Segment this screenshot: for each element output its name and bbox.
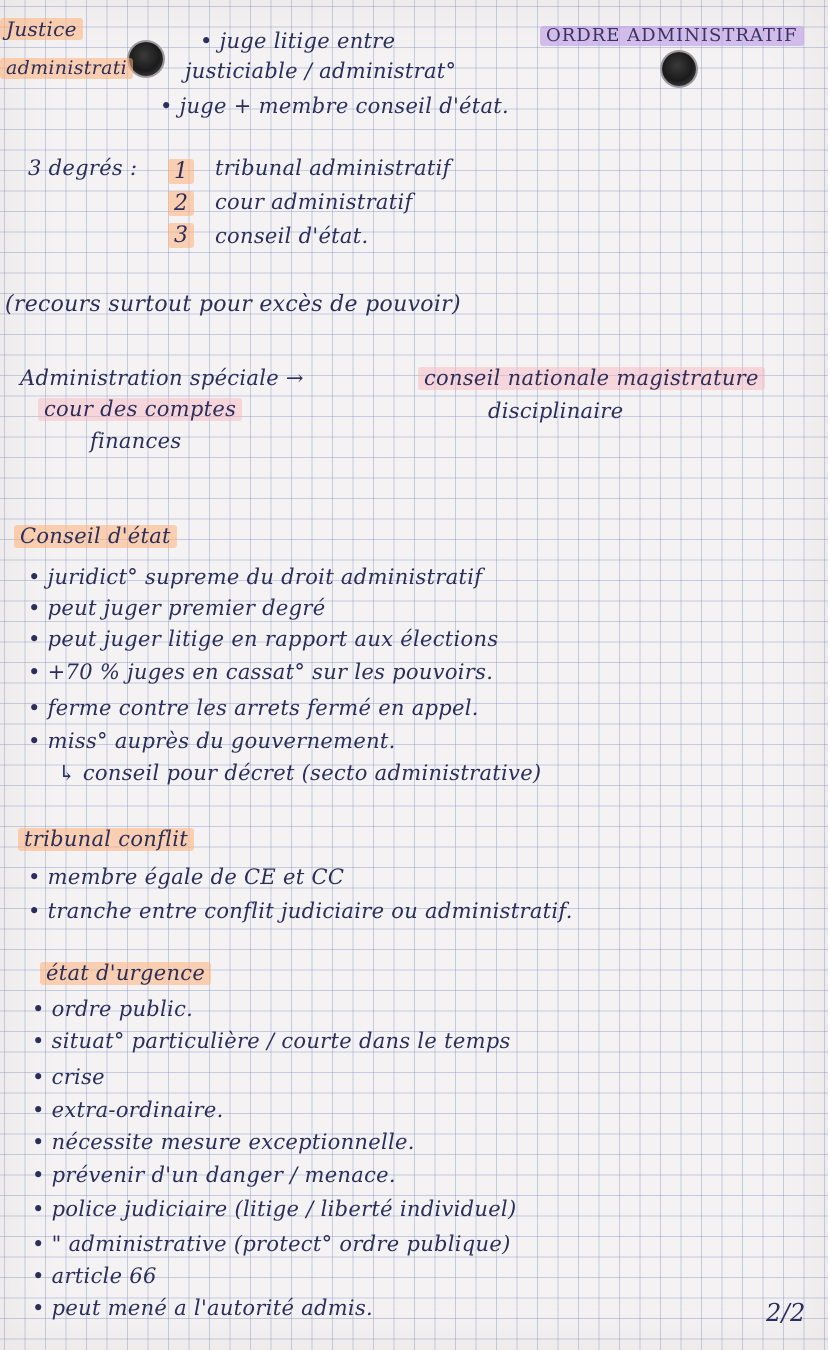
section-title-tribunal: tribunal conflit bbox=[18, 828, 194, 851]
urgence-item-3: • crise bbox=[32, 1065, 105, 1089]
intro-line-1a: • juge litige entre bbox=[200, 29, 396, 53]
section-title-conseil: Conseil d'état bbox=[14, 525, 177, 548]
tag-ordre-administratif: ORDRE ADMINISTRATIF bbox=[540, 26, 804, 46]
degre-text-1: tribunal administratif bbox=[215, 156, 451, 180]
speciale-line-1: Administration spéciale → bbox=[20, 366, 304, 390]
degre-text-3: conseil d'état. bbox=[215, 224, 369, 248]
speciale-line-2: cour des comptes bbox=[38, 398, 242, 421]
speciale-right-2: disciplinaire bbox=[488, 399, 624, 423]
punch-hole-left bbox=[129, 42, 163, 76]
conseil-item-4: • +70 % juges en cassat° sur les pouvoirs. bbox=[28, 660, 494, 684]
intro-line-2: • juge + membre conseil d'état. bbox=[160, 94, 510, 118]
tag-administrati: administrati bbox=[0, 58, 133, 79]
conseil-item-7: ↳ conseil pour décret (secto administrative) bbox=[58, 761, 542, 785]
conseil-item-2: • peut juger premier degré bbox=[28, 596, 326, 620]
tribunal-item-2: • tranche entre conflit judiciaire ou administratif. bbox=[28, 899, 573, 923]
conseil-item-6: • miss° auprès du gouvernement. bbox=[28, 729, 396, 753]
degres-label: 3 degrés : bbox=[28, 156, 138, 180]
page-number: 2/2 bbox=[766, 1299, 806, 1327]
degre-number-3: 3 bbox=[168, 223, 194, 248]
section-title-urgence: état d'urgence bbox=[40, 962, 211, 985]
conseil-item-1: • juridict° supreme du droit administratif bbox=[28, 565, 483, 589]
urgence-item-6: • prévenir d'un danger / menace. bbox=[32, 1163, 396, 1187]
degre-text-2: cour administratif bbox=[215, 190, 413, 214]
urgence-item-5: • nécessite mesure exceptionnelle. bbox=[32, 1130, 415, 1154]
speciale-right-1: conseil nationale magistrature bbox=[418, 367, 765, 390]
conseil-item-5: • ferme contre les arrets fermé en appel. bbox=[28, 696, 479, 720]
urgence-item-8: • " administrative (protect° ordre publique) bbox=[32, 1232, 511, 1256]
urgence-item-9: • article 66 bbox=[32, 1264, 157, 1288]
degre-number-1: 1 bbox=[168, 159, 194, 184]
degre-number-2: 2 bbox=[168, 191, 194, 216]
tribunal-item-1: • membre égale de CE et CC bbox=[28, 865, 345, 889]
conseil-item-3: • peut juger litige en rapport aux élections bbox=[28, 627, 499, 651]
urgence-item-2: • situat° particulière / courte dans le temps bbox=[32, 1029, 511, 1053]
urgence-item-7: • police judiciaire (litige / liberté individuel) bbox=[32, 1197, 517, 1221]
punch-hole-right bbox=[662, 52, 696, 86]
recours-note: (recours surtout pour excès de pouvoir) bbox=[5, 292, 461, 317]
urgence-item-1: • ordre public. bbox=[32, 997, 194, 1021]
tag-justice: Justice bbox=[0, 18, 83, 40]
intro-line-1b: justiciable / administrat° bbox=[185, 59, 457, 83]
urgence-item-10: • peut mené a l'autorité admis. bbox=[32, 1296, 373, 1320]
speciale-line-3: finances bbox=[90, 429, 182, 453]
urgence-item-4: • extra-ordinaire. bbox=[32, 1098, 224, 1122]
